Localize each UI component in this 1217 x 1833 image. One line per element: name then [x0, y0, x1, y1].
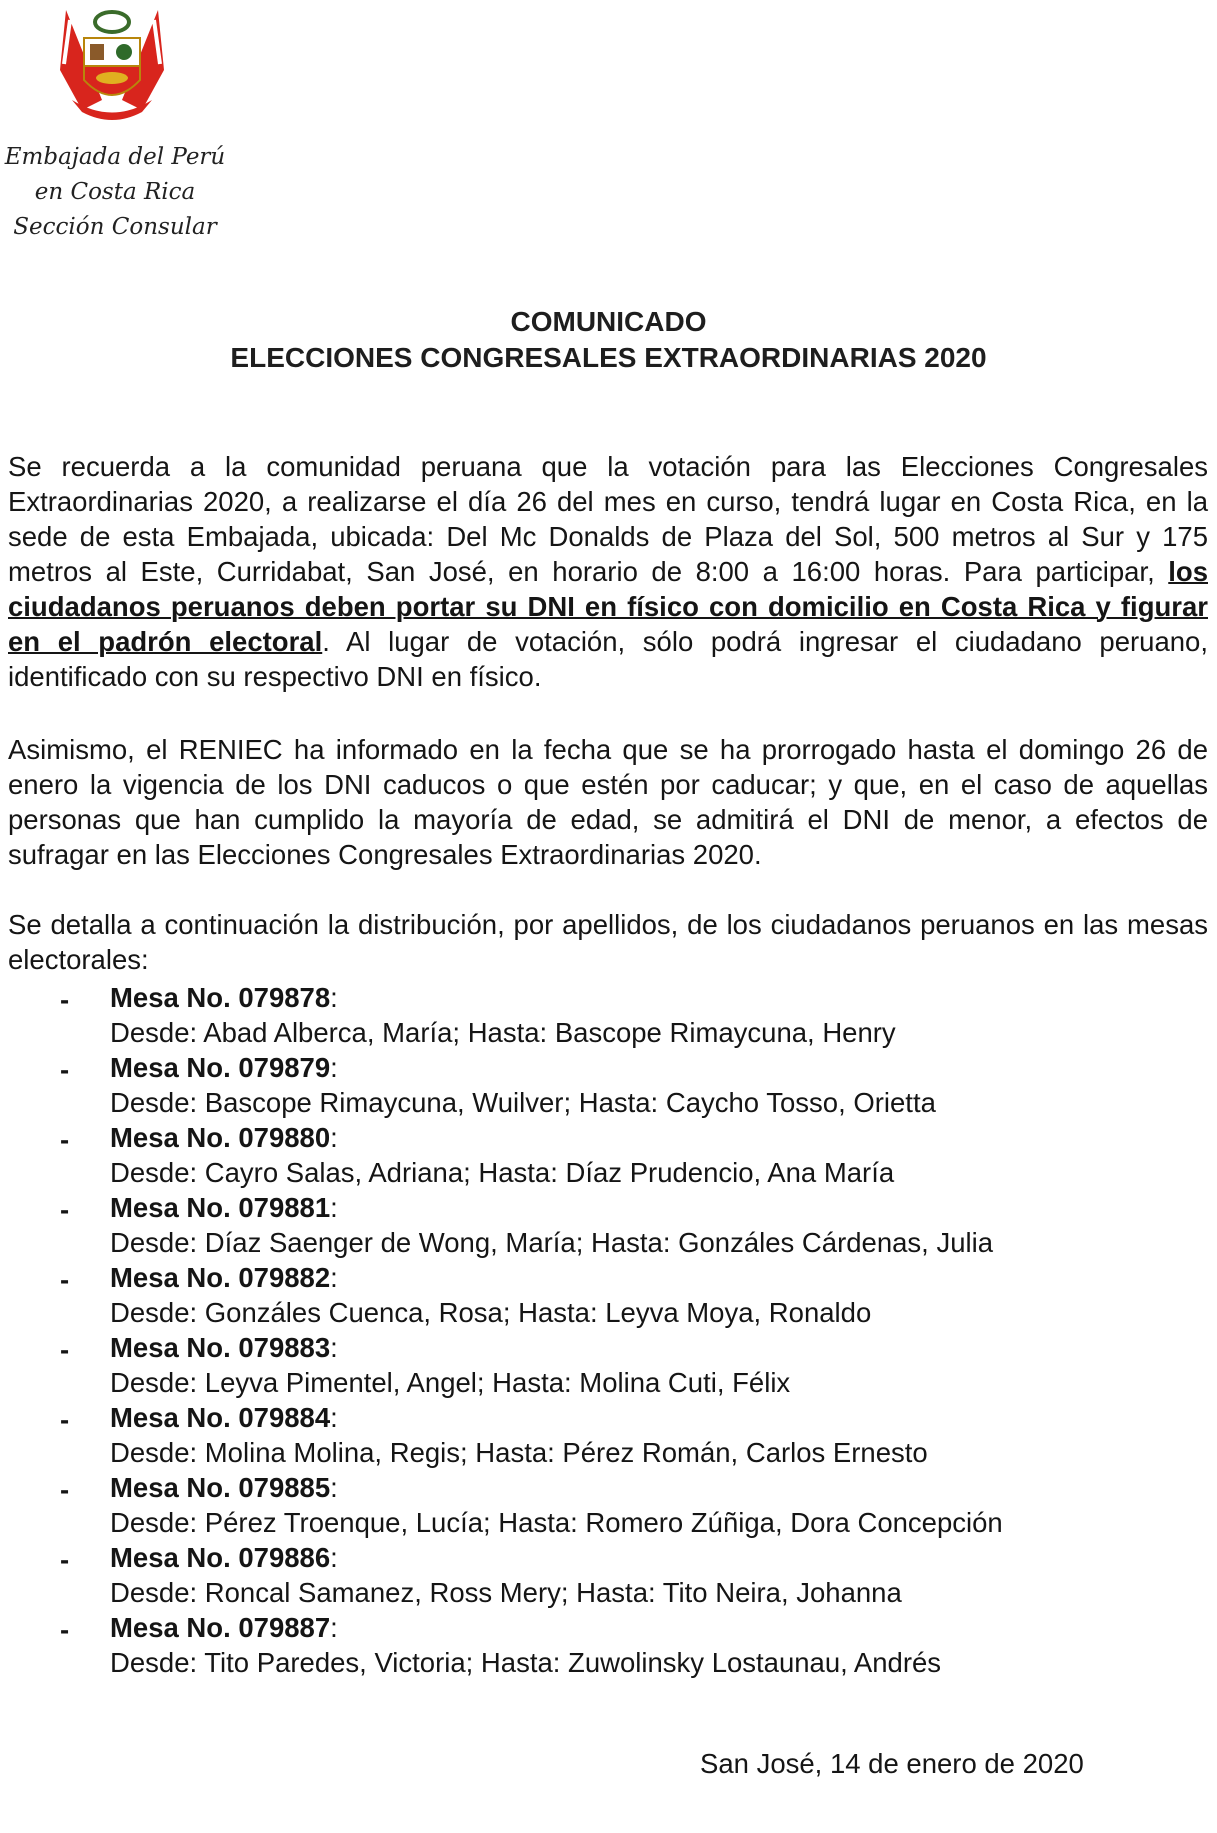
- bullet: -: [60, 1264, 70, 1295]
- list-item: [0, 1612, 1217, 1682]
- bullet: -: [60, 1334, 70, 1365]
- mesa-number: Mesa No. 079878:: [110, 982, 338, 1013]
- mesa-range: Desde: Gonzáles Cuenca, Rosa; Hasta: Leyva Moya, Ronaldo: [110, 1297, 872, 1328]
- mesa-range: Desde: Abad Alberca, María; Hasta: Bascope Rimaycuna, Henry: [110, 1017, 896, 1048]
- document-subtitle: ELECCIONES CONGRESALES EXTRAORDINARIAS 2020: [230, 342, 987, 373]
- mesa-range: Desde: Molina Molina, Regis; Hasta: Pérez Román, Carlos Ernesto: [110, 1437, 928, 1468]
- date-line: San José, 14 de enero de 2020: [700, 1748, 1084, 1779]
- mesa-number: Mesa No. 079886:: [110, 1542, 338, 1573]
- embassy-line: Sección Consular: [13, 214, 217, 240]
- paragraph-reniec: Asimismo, el RENIEC ha informado en la fecha que se ha prorrogado hasta el domingo 26 de enero la vigencia de los DNI caducos o que estén por caducar; y que, en el caso de aquellas personas que han cumplido la mayoría de edad, se admitirá el DNI de menor, a efectos de sufragar en las Elecciones Congresales Extraordinarias 2020.: [8, 734, 1208, 870]
- list-item: [0, 1262, 1217, 1332]
- mesa-range: Desde: Leyva Pimentel, Angel; Hasta: Molina Cuti, Félix: [110, 1367, 791, 1398]
- mesa-range: Desde: Pérez Troenque, Lucía; Hasta: Romero Zúñiga, Dora Concepción: [110, 1507, 1003, 1538]
- list-item: [0, 982, 1217, 1052]
- paragraph-voting-info: [8, 449, 1208, 694]
- paragraph-text: . Al lugar de votación, sólo podrá ingresar el ciudadano peruano, identificado con su respectivo DNI en físico.: [8, 626, 1208, 692]
- bullet: -: [60, 1474, 70, 1505]
- paragraph-text: Se recuerda a la comunidad peruana que la votación para las Elecciones Congresales Extraordinarias 2020, a realizarse el día 26 del mes en curso, tendrá lugar en Costa Rica, en la sede de esta Embajada, ubicada: Del Mc Donalds de Plaza del Sol, 500 metros al Sur y 175 metros al Este, Curridabat, San José, en horario de 8:00 a 16:00 horas. Para participar,: [8, 451, 1208, 587]
- bullet: -: [60, 984, 70, 1015]
- mesa-range: Desde: Roncal Samanez, Ross Mery; Hasta: Tito Neira, Johanna: [110, 1577, 902, 1608]
- mesa-number: Mesa No. 079882:: [110, 1262, 338, 1293]
- peru-coat-of-arms-icon: [52, 0, 172, 128]
- bullet: -: [60, 1124, 70, 1155]
- paragraph-distribution: Se detalla a continuación la distribución, por apellidos, de los ciudadanos peruanos en las mesas electorales:: [8, 909, 1208, 975]
- mesa-number: Mesa No. 079885:: [110, 1472, 338, 1503]
- list-item: [0, 1402, 1217, 1472]
- list-item: [0, 1192, 1217, 1262]
- mesa-list: [0, 982, 1217, 1682]
- embassy-name: [0, 140, 230, 245]
- bullet: -: [60, 1614, 70, 1645]
- mesa-range: Desde: Cayro Salas, Adriana; Hasta: Díaz Prudencio, Ana María: [110, 1157, 895, 1188]
- mesa-range: Desde: Bascope Rimaycuna, Wuilver; Hasta: Caycho Tosso, Orietta: [110, 1087, 936, 1118]
- list-item: [0, 1472, 1217, 1542]
- embassy-line: Embajada del Perú: [4, 144, 226, 170]
- list-item: [0, 1122, 1217, 1192]
- bullet: -: [60, 1054, 70, 1085]
- document-title: COMUNICADO: [510, 306, 707, 337]
- mesa-number: Mesa No. 079881:: [110, 1192, 338, 1223]
- mesa-number: Mesa No. 079879:: [110, 1052, 338, 1083]
- mesa-number: Mesa No. 079880:: [110, 1122, 338, 1153]
- mesa-number: Mesa No. 079884:: [110, 1402, 338, 1433]
- bullet: -: [60, 1194, 70, 1225]
- list-item: [0, 1332, 1217, 1402]
- list-item: [0, 1542, 1217, 1612]
- mesa-number: Mesa No. 079883:: [110, 1332, 338, 1363]
- paragraph-emphasis: los ciudadanos peruanos deben portar su DNI en físico con domicilio en Costa Rica y figurar en el padrón electoral: [8, 556, 1208, 657]
- bullet: -: [60, 1544, 70, 1575]
- mesa-range: Desde: Tito Paredes, Victoria; Hasta: Zuwolinsky Lostaunau, Andrés: [110, 1647, 942, 1678]
- bullet: -: [60, 1404, 70, 1435]
- mesa-range: Desde: Díaz Saenger de Wong, María; Hasta: Gonzáles Cárdenas, Julia: [110, 1227, 994, 1258]
- embassy-line: en Costa Rica: [34, 179, 196, 205]
- mesa-number: Mesa No. 079887:: [110, 1612, 338, 1643]
- list-item: [0, 1052, 1217, 1122]
